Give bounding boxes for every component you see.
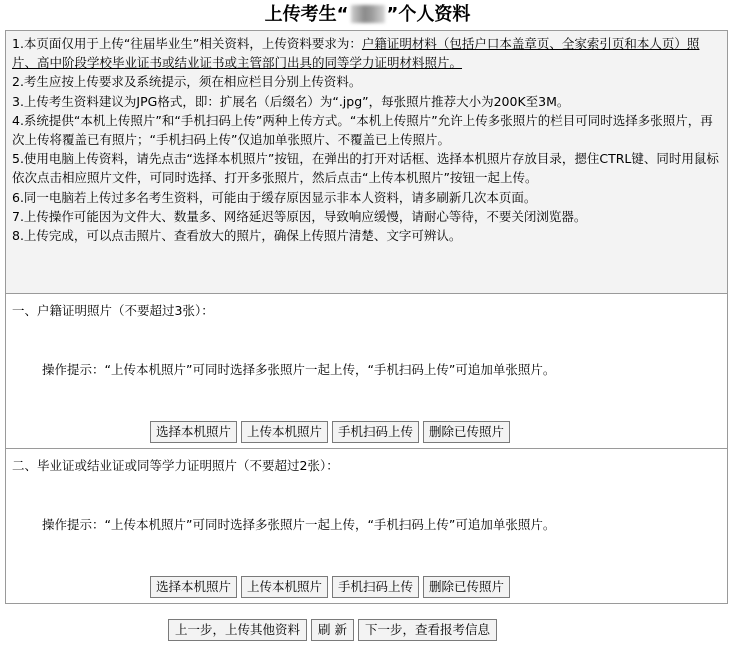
- footer-nav: [168, 619, 501, 641]
- operation-hint: 操作提示：“上传本机照片”可同时选择多张照片一起上传，“手机扫码上传”可追加单张照片。: [42, 517, 556, 532]
- section-title: 一、户籍证明照片（不要超过3张）：: [12, 303, 214, 318]
- notice-line-5: 5.使用电脑上传资料，请先点击“选择本机照片”按钮，在弹出的打开对话框、选择本机照片存放目录，摁住CTRL键、同时用鼠标依次点击相应照片文件，可同时选择、打开多张照片，然后点击“上传本机照片”按钮一起上传。: [12, 151, 719, 186]
- next-step-button[interactable]: 下一步，查看报考信息: [358, 619, 497, 641]
- upload-panel: [5, 30, 728, 604]
- notice-line-7: 7.上传操作可能因为文件大、数量多、网络延迟等原因，导致响应缓慢，请耐心等待，不要关闭浏览器。: [12, 208, 587, 224]
- notice-line-2: 2.考生应按上传要求及系统提示，须在相应栏目分别上传资料。: [12, 74, 362, 90]
- button-row: [150, 421, 514, 443]
- page-title: [0, 2, 735, 28]
- notice-line-1-requirements: 户籍证明材料（包括户口本盖章页、全家索引页和本人页）照片、高中阶段学校毕业证书或结业证书或主管部门出具的同等学力证明材料照片。: [12, 36, 700, 71]
- notice-line-1-text: 1.本页面仅用于上传“往届毕业生”相关资料，上传资料要求为：: [12, 36, 362, 51]
- page-title-prefix: 上传考生“: [264, 4, 349, 25]
- diploma-section: [6, 449, 727, 603]
- page-title-suffix: ”个人资料: [386, 4, 471, 25]
- notice-line-1: [12, 34, 721, 72]
- notice-line-8: 8.上传完成，可以点击照片、查看放大的照片，确保上传照片清楚、文字可辨认。: [12, 228, 462, 244]
- button-row: [150, 576, 514, 598]
- notice-line-3: 3.上传考生资料建议为JPG格式，即：扩展名（后缀名）为“.jpg”，每张照片推荐大小为200K至3M。: [12, 93, 570, 109]
- select-local-photos-button[interactable]: 选择本机照片: [150, 576, 237, 598]
- upload-local-photos-button[interactable]: 上传本机照片: [241, 421, 328, 443]
- phone-scan-upload-button[interactable]: 手机扫码上传: [332, 421, 419, 443]
- previous-step-button[interactable]: 上一步，上传其他资料: [168, 619, 307, 641]
- section-title: 二、毕业证或结业证或同等学力证明照片（不要超过2张）：: [12, 458, 339, 473]
- delete-uploaded-photos-button[interactable]: 删除已传照片: [423, 421, 510, 443]
- select-local-photos-button[interactable]: 选择本机照片: [150, 421, 237, 443]
- household-register-section: [6, 294, 727, 449]
- notice-line-6: 6.同一电脑若上传过多名考生资料，可能由于缓存原因显示非本人资料，请多刷新几次本页面。: [12, 189, 537, 205]
- refresh-button[interactable]: 刷 新: [311, 619, 354, 641]
- redacted-name: [351, 5, 385, 23]
- operation-hint: 操作提示：“上传本机照片”可同时选择多张照片一起上传，“手机扫码上传”可追加单张照片。: [42, 362, 556, 377]
- phone-scan-upload-button[interactable]: 手机扫码上传: [332, 576, 419, 598]
- notice-line-4: 4.系统提供“本机上传照片”和“手机扫码上传”两种上传方式。“本机上传照片”允许上传多张照片的栏目可同时选择多张照片，再次上传将覆盖已有照片；“手机扫码上传”仅追加单张照片、不覆盖已上传照片。: [12, 112, 713, 148]
- upload-local-photos-button[interactable]: 上传本机照片: [241, 576, 328, 598]
- notice-box: [6, 31, 727, 294]
- delete-uploaded-photos-button[interactable]: 删除已传照片: [423, 576, 510, 598]
